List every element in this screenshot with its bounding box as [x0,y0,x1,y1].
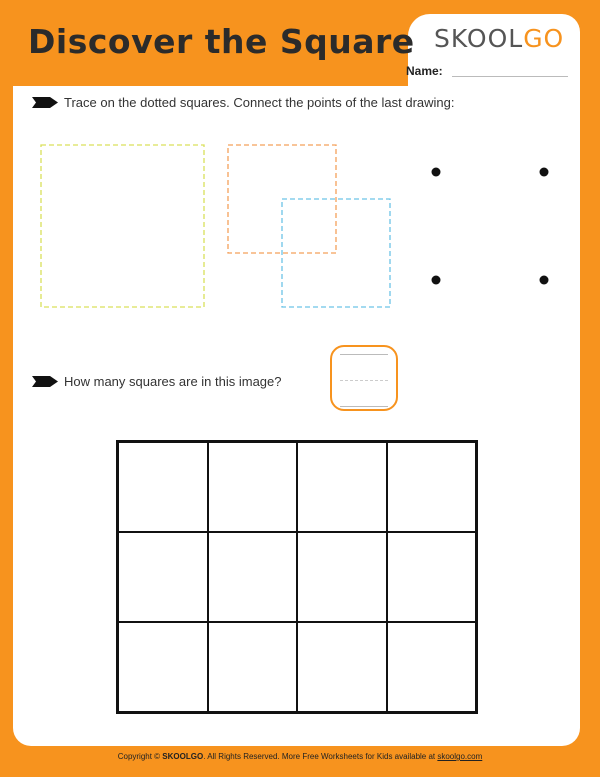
grid-cell [118,442,208,532]
square-grid [116,440,478,714]
footer-copyright [0,752,600,761]
connect-dot-top-left[interactable] [432,168,441,177]
logo-text-left: SKOOL [434,24,524,53]
grid-cell [387,532,477,622]
answer-line-top [340,354,388,355]
answer-line-bottom [340,406,388,407]
grid-cell [118,532,208,622]
instruction-1-text: Trace on the dotted squares. Connect the points of the last drawing: [64,95,455,110]
grid-cell [297,532,387,622]
footer-prefix: Copyright © [117,752,163,761]
answer-box[interactable] [330,345,398,411]
grid-cell [297,442,387,532]
name-label: Name: [406,64,443,78]
arrow-bullet-icon [32,376,58,387]
instruction-2 [32,374,282,389]
grid-cell [118,622,208,712]
grid-cell [208,622,298,712]
connect-dot-bottom-right[interactable] [540,276,549,285]
footer-link[interactable]: skoolgo.com [437,752,483,761]
instruction-2-text: How many squares are in this image? [64,374,282,389]
answer-line-mid [340,380,388,381]
page-title: Discover the Square [28,22,415,61]
trace-square-large[interactable] [41,145,204,307]
grid-cell [297,622,387,712]
grid-cell [208,442,298,532]
footer-middle: . All Rights Reserved. More Free Worksheets for Kids available at [203,752,438,761]
grid-cell [387,442,477,532]
logo-text-right: GO [523,24,565,53]
connect-dot-top-right[interactable] [540,168,549,177]
footer-brand: SKOOLGO [162,752,204,761]
connect-dot-bottom-left[interactable] [432,276,441,285]
grid-cell [387,622,477,712]
grid-cell [208,532,298,622]
